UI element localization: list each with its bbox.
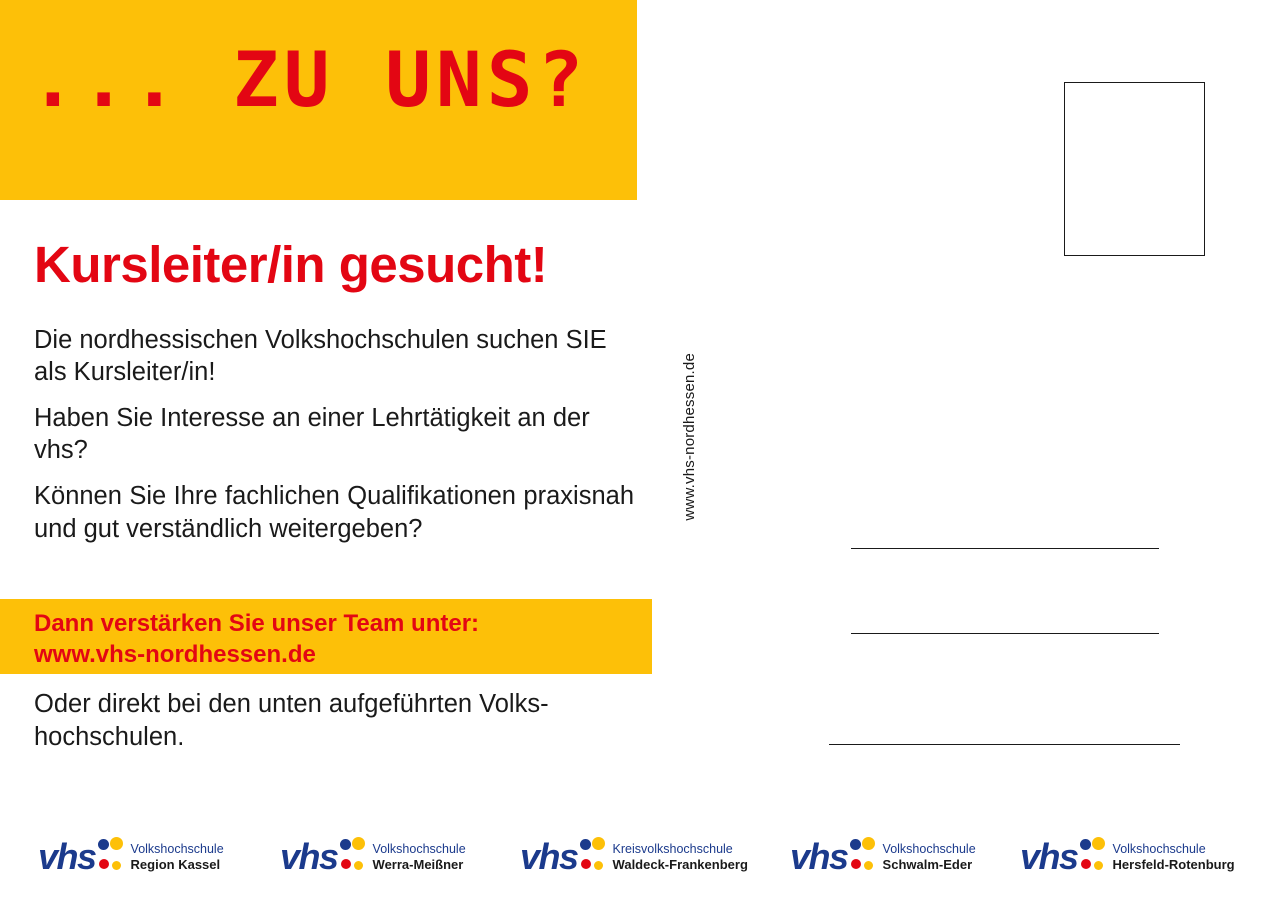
closing-paragraph: Oder direkt bei den unten aufgeführten Volks-hochschulen.	[34, 690, 549, 751]
vhs-wordmark: vhs	[280, 836, 338, 877]
vhs-dots-icon	[580, 837, 606, 877]
logo-caption-line1: Volkshochschule	[130, 841, 224, 856]
vhs-wordmark: vhs	[520, 836, 578, 877]
logo-caption-line1: Volkshochschule	[882, 841, 976, 856]
vhs-dots-icon	[850, 837, 876, 877]
logo-caption-line1: Volkshochschule	[372, 841, 466, 856]
vhs-wordmark: vhs	[1020, 836, 1078, 877]
logo-caption	[1113, 842, 1235, 872]
vertical-website-url: www.vhs-nordhessen.de	[681, 353, 698, 521]
logo-region-kassel	[38, 832, 224, 882]
cta-line-1: Dann verstärken Sie unser Team unter:	[34, 610, 480, 637]
address-line-3	[829, 744, 1180, 745]
body-paragraph-2: Haben Sie Interesse an einer Lehrtätigkeit an der vhs?	[34, 403, 590, 465]
logo-schwalm-eder	[790, 832, 976, 882]
logo-caption-line1: Kreisvolkshochschule	[612, 841, 733, 856]
page-title: Kursleiter/in gesucht!	[34, 236, 548, 293]
main-content	[0, 200, 652, 545]
logo-caption-line2: Waldeck-Frankenberg	[612, 856, 748, 872]
logo-werra-meissner	[280, 832, 466, 882]
logo-caption-line2: Schwalm-Eder	[882, 856, 973, 872]
header-heading: ... ZU UNS?	[30, 35, 589, 124]
logo-caption	[131, 842, 224, 872]
closing-block	[0, 688, 652, 753]
body-paragraph-3: Können Sie Ihre fachlichen Qualifikationen praxisnah und gut verständlich weitergeben?	[34, 482, 634, 543]
logo-caption	[613, 842, 748, 872]
vhs-dots-icon	[1080, 837, 1106, 877]
logo-caption-line2: Werra-Meißner	[372, 856, 464, 872]
call-to-action-text	[34, 608, 479, 670]
vhs-wordmark: vhs	[38, 836, 96, 877]
header-band	[0, 0, 637, 200]
logo-row	[0, 820, 1282, 900]
logo-caption	[883, 842, 976, 872]
vhs-dots-icon	[98, 837, 124, 877]
logo-hersfeld-rotenburg	[1020, 832, 1235, 882]
vhs-dots-icon	[340, 837, 366, 877]
stamp-box	[1064, 82, 1205, 256]
logo-waldeck-frankenberg	[520, 832, 748, 882]
logo-caption-line1: Volkshochschule	[1112, 841, 1206, 856]
logo-caption	[373, 842, 466, 872]
body-paragraph-1: Die nordhessischen Volkshochschulen suchen SIE als Kursleiter/in!	[34, 325, 607, 387]
address-line-1	[851, 548, 1159, 549]
logo-caption-line2: Region Kassel	[130, 856, 221, 872]
vhs-wordmark: vhs	[790, 836, 848, 877]
logo-caption-line2: Hersfeld-Rotenburg	[1112, 856, 1235, 872]
cta-website-link[interactable]: www.vhs-nordhessen.de	[34, 641, 316, 669]
address-line-2	[851, 633, 1159, 634]
call-to-action-block	[0, 599, 652, 674]
